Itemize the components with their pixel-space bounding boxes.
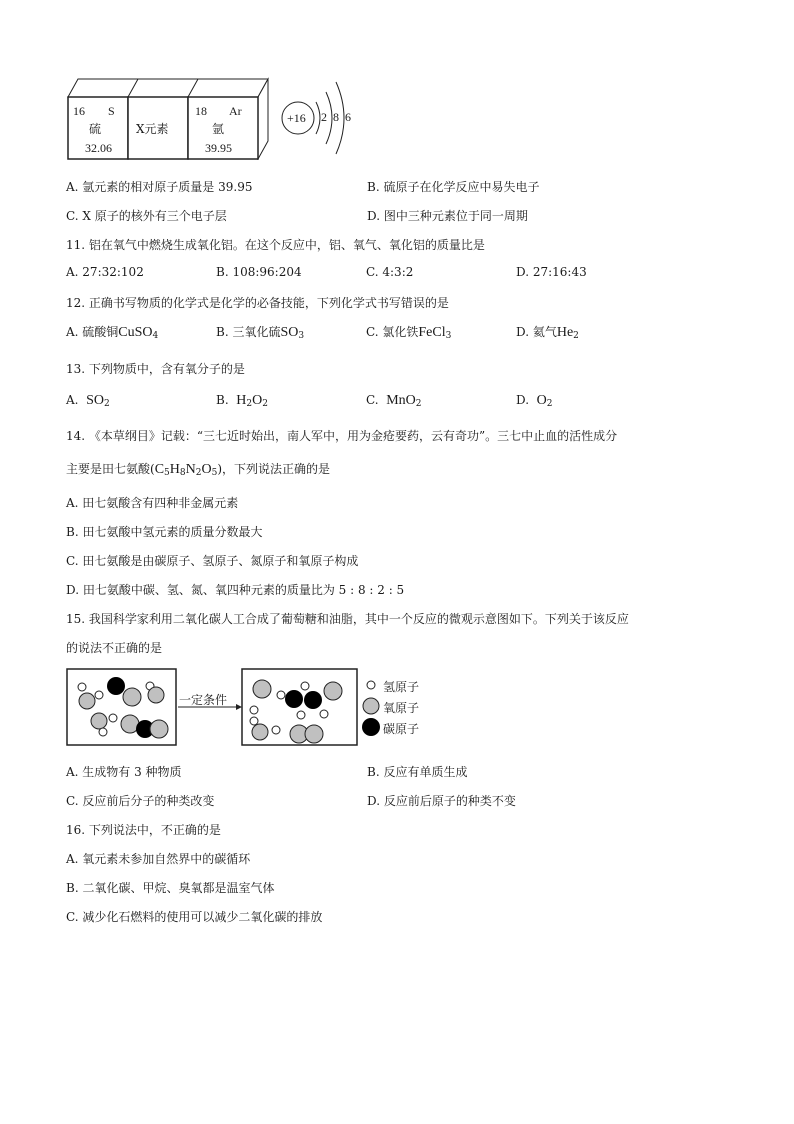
q12-b-sub: 3 — [298, 331, 305, 341]
q14-stem-line1: 14. 《本草纲目》记载：“三七近时始出，南人军中，用为金疮要药，云有奇功”。三七中止血的活性成分 — [66, 429, 618, 443]
sulfur-mass: 32.06 — [85, 141, 112, 155]
q12-a-label: A. 硫酸铜 — [66, 325, 119, 339]
q14-sub-o: 5 — [211, 468, 218, 478]
nucleus-charge: +16 — [287, 111, 306, 125]
q13-option-d[interactable] — [516, 393, 553, 409]
q12-a-formula: CuSO — [118, 325, 153, 340]
q16-option-c[interactable]: C. 减少化石燃料的使用可以减少二氧化碳的排放 — [66, 910, 323, 924]
q14-option-c[interactable]: C. 田七氨酸是由碳原子、氢原子、氮原子和氧原子构成 — [66, 554, 359, 568]
q10-option-b[interactable]: B. 硫原子在化学反应中易失电子 — [367, 180, 540, 194]
q11-option-d[interactable]: D. 27:16:43 — [516, 265, 587, 279]
reaction-condition-label: 一定条件 — [179, 693, 228, 707]
q13-b-s1: 2 — [246, 399, 253, 409]
q12-stem: 12. 正确书写物质的化学式是化学的必备技能，下列化学式书写错误的是 — [66, 296, 449, 310]
q13-stem: 13. 下列物质中，含有氧分子的是 — [66, 362, 245, 376]
q14-stem-line2 — [66, 460, 330, 478]
shell-3-electrons: 6 — [345, 110, 351, 124]
q15-option-d[interactable]: D. 反应前后原子的种类不变 — [367, 794, 516, 808]
q13-b-f2: O — [252, 393, 263, 408]
q11-option-a[interactable]: A. 27:32:102 — [66, 265, 144, 279]
q14-formula-o: O — [201, 462, 212, 477]
q12-c-label: C. 氯化铁 — [366, 325, 419, 339]
argon-symbol: Ar — [229, 104, 242, 118]
argon-number: 18 — [195, 104, 207, 118]
q13-option-a[interactable] — [66, 393, 110, 409]
q16-option-a[interactable]: A. 氧元素未参加自然界中的碳循环 — [66, 852, 251, 866]
q14-formula-c: C — [154, 462, 165, 477]
q12-b-label: B. 三氧化硫 — [216, 325, 281, 339]
q10-option-c[interactable]: C. X 原子的核外有三个电子层 — [66, 209, 227, 223]
q15-stem-line2: 的说法不正确的是 — [66, 641, 163, 655]
q13-c-formula: MnO — [386, 393, 416, 408]
q12-option-d[interactable] — [516, 323, 579, 341]
q13-c-sub: 2 — [415, 399, 422, 409]
q16-stem: 16. 下列说法中，不正确的是 — [66, 823, 221, 837]
q14-formula-n: N — [185, 462, 196, 477]
q13-a-label: A. — [66, 393, 79, 407]
q13-b-s2: 2 — [262, 399, 268, 409]
q14-option-d[interactable]: D. 田七氨酸中碳、氢、氮、氧四种元素的质量比为 5 : 8 : 2 : 5 — [66, 583, 405, 597]
q13-d-formula: O — [536, 393, 547, 408]
q11-stem: 11. 铝在氧气中燃烧生成氧化铝。在这个反应中，铝、氧气、氧化铝的质量比是 — [66, 238, 485, 252]
q11-option-c[interactable]: C. 4:3:2 — [366, 265, 414, 279]
q13-d-sub: 2 — [546, 399, 553, 409]
sulfur-number: 16 — [73, 104, 85, 118]
q10-option-d[interactable]: D. 图中三种元素位于同一周期 — [367, 209, 528, 223]
q15-option-c[interactable]: C. 反应前后分子的种类改变 — [66, 794, 215, 808]
q14-sub-c: 5 — [164, 468, 170, 478]
q16-option-b[interactable]: B. 二氧化碳、甲烷、臭氧都是温室气体 — [66, 881, 275, 895]
q15-option-b[interactable]: B. 反应有单质生成 — [367, 765, 468, 779]
q12-d-formula: He — [556, 325, 574, 340]
q13-a-formula: SO — [86, 393, 105, 408]
q11-option-b[interactable]: B. 108:96:204 — [216, 265, 302, 279]
argon-name: 氩 — [212, 122, 225, 136]
q12-d-label: D. 氦气 — [516, 325, 557, 339]
legend-hydrogen: 氢原子 — [383, 680, 420, 694]
q13-a-sub: 2 — [104, 399, 110, 409]
q13-d-label: D. — [516, 393, 530, 407]
shell-1-electrons: 2 — [321, 110, 327, 124]
q12-option-c[interactable] — [366, 323, 451, 341]
q12-option-b[interactable] — [216, 323, 304, 341]
q14-sub-n: 2 — [195, 468, 202, 478]
legend-oxygen: 氧原子 — [383, 701, 420, 715]
q12-c-sub: 3 — [445, 331, 452, 341]
q12-a-sub: 4 — [152, 331, 159, 341]
sulfur-name: 硫 — [89, 122, 102, 136]
q15-stem-line1: 15. 我国科学家利用二氧化碳人工合成了葡萄糖和油脂，其中一个反应的微观示意图如下。下列关于该反应 — [66, 612, 629, 626]
x-element-name: X元素 — [136, 122, 169, 136]
q13-b-label: B. — [216, 393, 229, 407]
q14-option-a[interactable]: A. 田七氨酸含有四种非金属元素 — [66, 496, 239, 510]
q14-option-b[interactable]: B. 田七氨酸中氢元素的质量分数最大 — [66, 525, 263, 539]
q12-option-a[interactable] — [66, 323, 158, 341]
q13-b-f1: H — [236, 393, 247, 408]
legend-carbon: 碳原子 — [383, 722, 420, 736]
sulfur-symbol: S — [108, 104, 115, 118]
q12-c-formula: FeCl — [418, 325, 446, 340]
shell-2-electrons: 8 — [333, 110, 339, 124]
q14-stem-suffix: )，下列说法正确的是 — [217, 462, 331, 476]
q14-formula-h: H — [169, 462, 180, 477]
q14-sub-h: 8 — [179, 468, 186, 478]
q15-option-a[interactable]: A. 生成物有 3 种物质 — [66, 765, 182, 779]
q13-option-c[interactable] — [366, 393, 422, 409]
argon-mass: 39.95 — [205, 141, 232, 155]
q14-stem-prefix: 主要是田七氨酸( — [66, 462, 155, 476]
q10-option-a[interactable]: A. 氩元素的相对原子质量是 39.95 — [66, 180, 253, 194]
q12-d-sub: 2 — [573, 331, 579, 341]
q13-option-b[interactable] — [216, 393, 268, 409]
q13-c-label: C. — [366, 393, 379, 407]
q12-b-formula: SO — [280, 325, 299, 340]
